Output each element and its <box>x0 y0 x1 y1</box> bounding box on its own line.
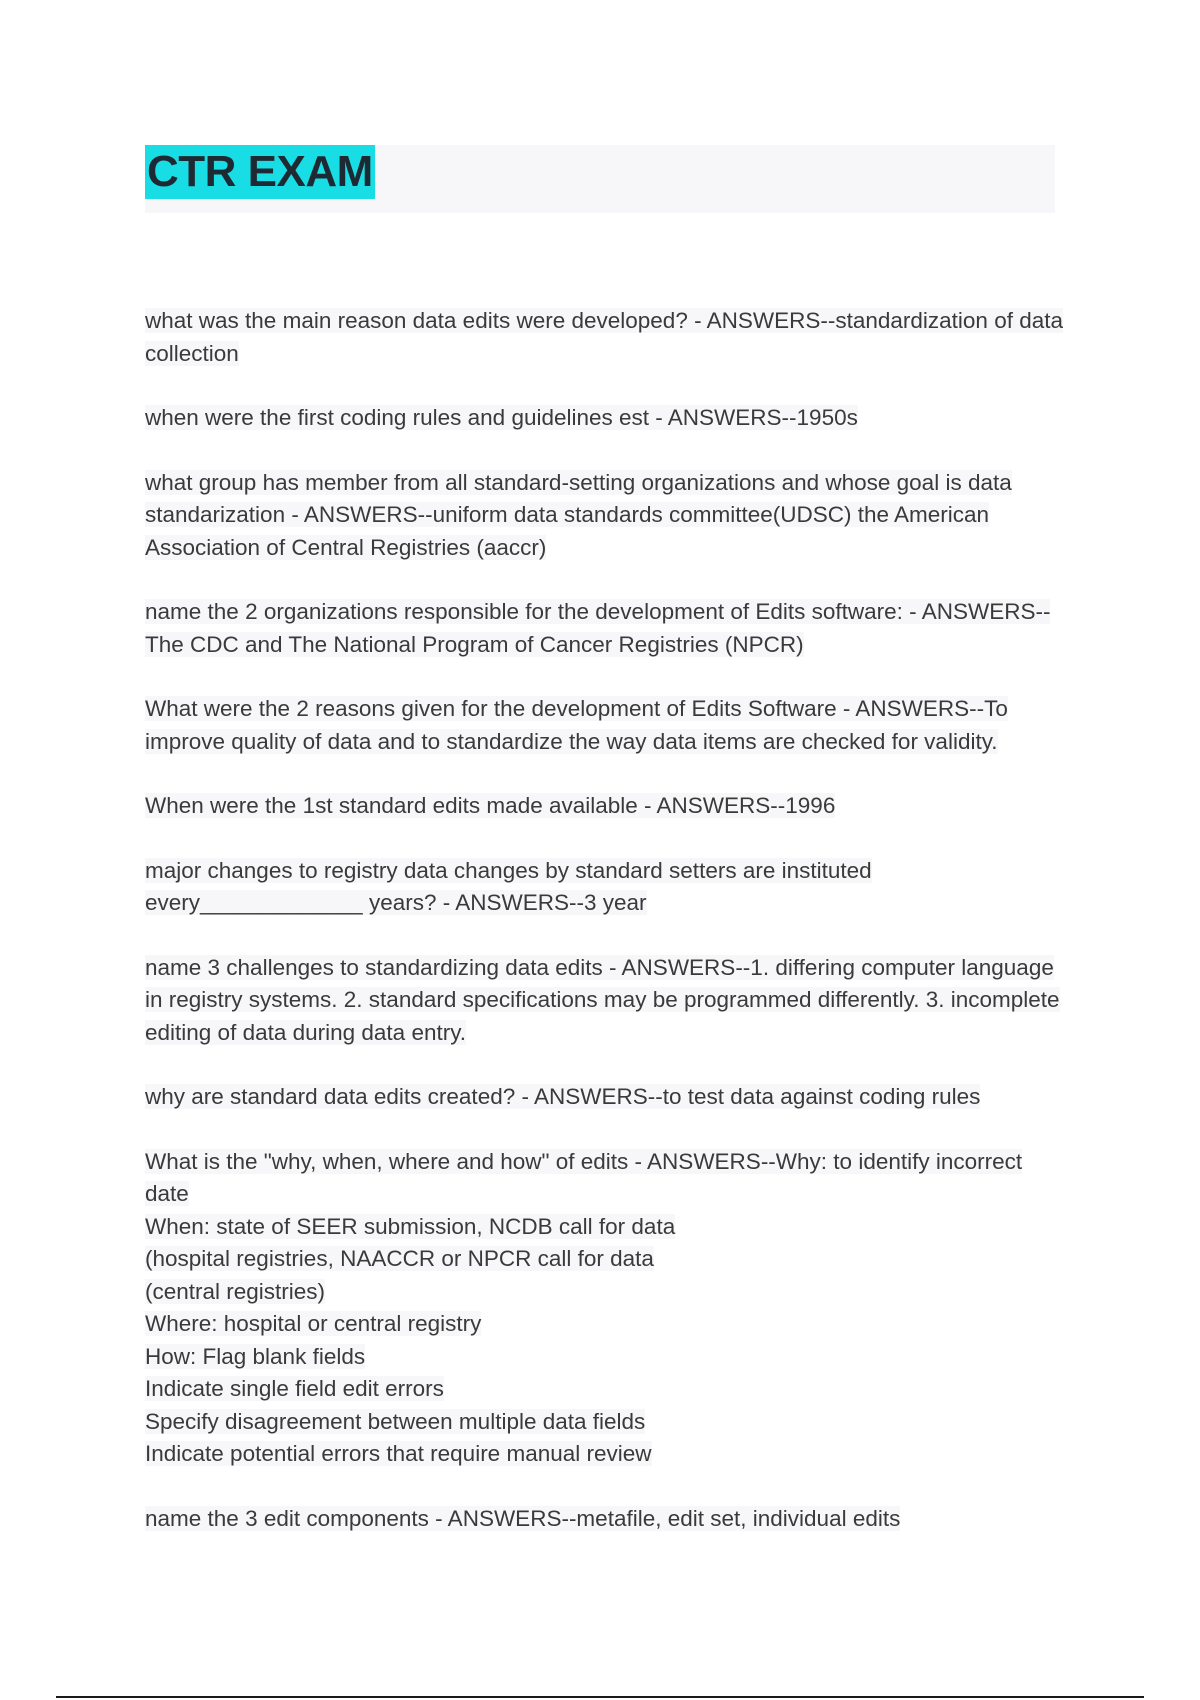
qa-text: name the 3 edit components - ANSWERS--metafile, edit set, individual edits <box>145 1505 901 1531</box>
footer-divider <box>56 1696 1144 1698</box>
qa-item <box>145 790 1065 823</box>
qa-text: why are standard data edits created? - ANSWERS--to test data against coding rules <box>145 1084 981 1109</box>
qa-item <box>145 1503 1065 1536</box>
qa-text: what group has member from all standard-setting organizations and whose goal is data standarization - ANSWERS--uniform data standards committee(UDSC) the American Association of Central Registries (aaccr) <box>145 469 1012 560</box>
qa-item <box>145 467 1065 565</box>
qa-item <box>145 693 1065 758</box>
document-title: CTR EXAM <box>145 145 375 199</box>
qa-text: name 3 challenges to standardizing data edits - ANSWERS--1. differing computer language in registry systems. 2. standard specifications may be programmed differently. 3. incomplete editing of data during data entry. <box>145 954 1060 1045</box>
qa-text: What were the 2 reasons given for the development of Edits Software - ANSWERS--To improve quality of data and to standardize the way data items are checked for validity. <box>145 696 1008 754</box>
qa-text: when were the first coding rules and guidelines est - ANSWERS--1950s <box>145 405 858 430</box>
qa-text: what was the main reason data edits were developed? - ANSWERS--standardization of data collection <box>145 308 1063 366</box>
qa-text: major changes to registry data changes by standard setters are instituted every_____________ years? - ANSWERS--3 year <box>145 857 872 915</box>
qa-item <box>145 305 1065 370</box>
qa-text: When were the 1st standard edits made available - ANSWERS--1996 <box>145 793 836 818</box>
qa-list <box>145 305 1065 1567</box>
qa-item <box>145 402 1065 435</box>
qa-item <box>145 1146 1065 1471</box>
qa-text: name the 2 organizations responsible for the development of Edits software: - ANSWERS--The CDC and The National Program of Cancer Registries (NPCR) <box>145 599 1051 657</box>
qa-item <box>145 596 1065 661</box>
qa-item <box>145 855 1065 920</box>
qa-text: What is the "why, when, where and how" of edits - ANSWERS--Why: to identify incorrect date When: state of SEER submission, NCDB call for data (hospital registries, NAACCR or NPCR call for data (central registries) Where: hospital or central registry How: Flag blank fields Indicate single field edit errors Specify disagreement between multiple data fields Indicate potential errors that require manual review <box>145 1148 1023 1466</box>
qa-item <box>145 1081 1065 1114</box>
qa-item <box>145 952 1065 1050</box>
